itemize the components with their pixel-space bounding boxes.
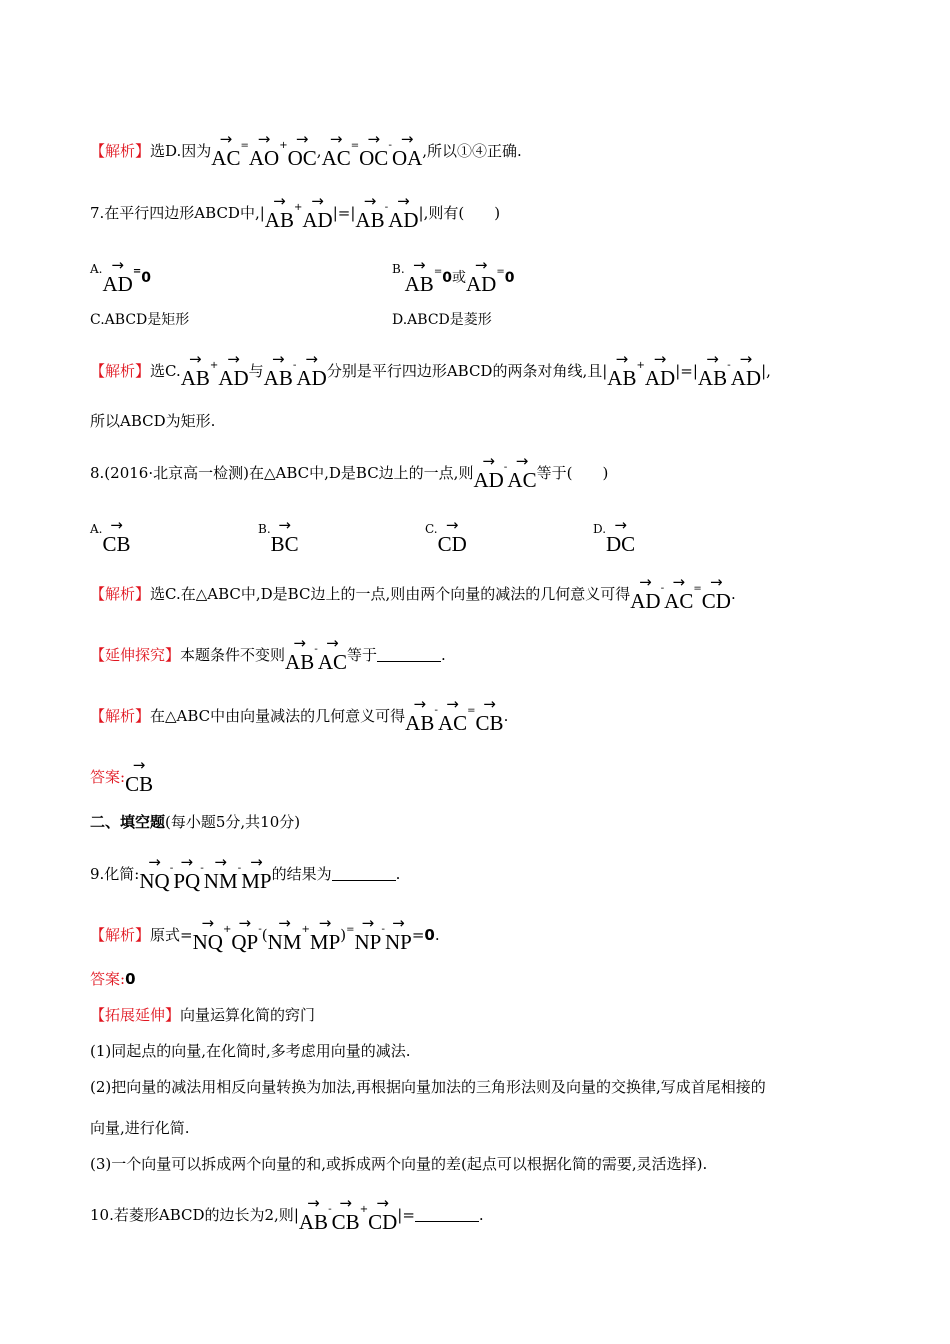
extension-solution	[90, 701, 508, 734]
analysis-tag: 【解析】	[90, 142, 151, 160]
vector: → AC	[664, 579, 693, 612]
operator: =	[467, 705, 476, 716]
vector: → CB	[125, 762, 153, 795]
text: 7.在平行四边形ABCD中,	[90, 204, 260, 222]
operator: -	[292, 360, 297, 371]
vector: → AD	[296, 356, 326, 389]
operator: .	[478, 1206, 484, 1224]
vector: → AC	[322, 136, 351, 169]
operator: -	[314, 644, 318, 655]
vector: → AB	[181, 356, 210, 389]
vector: → AC	[211, 136, 240, 169]
vector: → AD	[473, 458, 503, 491]
vector: → AB	[299, 1200, 328, 1233]
operator: =	[350, 140, 360, 151]
abs-bar: |	[332, 204, 338, 222]
zero-vector: 0	[424, 926, 435, 944]
operator: .	[395, 865, 401, 883]
vector: → CB	[476, 701, 504, 734]
abs-bar: |	[397, 1206, 403, 1224]
analysis-tag: 【解析】	[90, 362, 151, 380]
operator: -	[237, 863, 242, 874]
q7-option-c: C.ABCD是矩形	[90, 312, 190, 328]
operator: =	[132, 266, 142, 277]
abs-bar: |	[675, 362, 681, 380]
q9-answer	[90, 969, 136, 989]
operator: -	[503, 462, 508, 473]
vector: → OA	[392, 136, 422, 169]
q8-option-b	[258, 522, 299, 555]
option-label: A.	[90, 522, 103, 536]
operator: =	[693, 583, 702, 594]
q9-solution	[90, 920, 440, 953]
answer-label: 答案:	[90, 970, 126, 988]
vector: → OC	[288, 136, 317, 169]
section-note: (每小题5分,共10分)	[165, 813, 301, 831]
vector: → NM	[204, 859, 238, 892]
expand-tag: 【拓展延伸】	[90, 1006, 181, 1024]
q6-solution	[90, 136, 522, 169]
section-heading	[90, 812, 300, 832]
vector: → AB	[607, 356, 636, 389]
operator: -	[328, 1204, 332, 1215]
vector: → AD	[218, 356, 248, 389]
vector: → AC	[318, 640, 347, 673]
abs-bar: |	[259, 204, 265, 222]
expand-title: 向量运算化简的窍门	[180, 1006, 316, 1024]
vector: → CD	[702, 579, 731, 612]
text: 的结果为	[271, 865, 332, 883]
abs-bar: |	[293, 1206, 299, 1224]
abs-bar: |	[418, 204, 424, 222]
zero-vector: 0	[141, 270, 151, 286]
expand-heading	[90, 1005, 315, 1025]
vector: → AD	[731, 356, 761, 389]
text: 本题条件不变则	[180, 646, 286, 664]
operator: =	[240, 140, 249, 151]
vector: → AD	[302, 198, 332, 231]
q7-option-b	[392, 262, 514, 295]
vector: → AO	[249, 136, 279, 169]
q10-stem	[90, 1200, 484, 1233]
q8-option-a	[90, 522, 131, 555]
text: 选D.因为	[150, 142, 212, 160]
text: 10.若菱形ABCD的边长为2,则	[90, 1206, 294, 1224]
vector: → MP	[241, 859, 271, 892]
vector: → AD	[388, 198, 418, 231]
vector: → NP	[355, 920, 382, 953]
vector: → CB	[102, 522, 130, 555]
vector: → MP	[310, 920, 340, 953]
operator: =	[402, 1206, 415, 1224]
vector: → CB	[332, 1200, 360, 1233]
answer-value: 0	[125, 970, 136, 988]
text: 在△ABC中由向量减法的几何意义可得	[150, 707, 406, 725]
paren: (	[261, 926, 268, 944]
text: 等于( )	[536, 464, 609, 482]
q8-solution	[90, 579, 736, 612]
operator: .	[730, 585, 736, 603]
extension-question	[90, 640, 446, 673]
operator: -	[169, 863, 174, 874]
operator: =	[411, 926, 425, 944]
operator: -	[727, 360, 731, 371]
q8-option-c	[425, 522, 467, 555]
operator: +	[359, 1204, 369, 1215]
vector: → CD	[368, 1200, 397, 1233]
vector: → AB	[698, 356, 727, 389]
q7-solution	[90, 356, 771, 389]
expand-point-2: (2)把向量的减法用相反向量转换为加法,再根据向量加法的三角形法则及向量的交换律,写成首尾相接的	[90, 1078, 766, 1096]
operator: +	[301, 924, 310, 935]
option-label: B.	[392, 262, 405, 276]
vector: → AB	[355, 198, 384, 231]
zero-vector: 0	[504, 270, 515, 286]
operator: -	[660, 583, 665, 594]
q7-solution-line2: 所以ABCD为矩形.	[90, 412, 216, 430]
answer-blank[interactable]	[377, 647, 441, 662]
operator: ,	[766, 362, 771, 380]
operator: -	[258, 924, 262, 935]
abs-bar: |	[350, 204, 356, 222]
abs-bar: |	[761, 362, 767, 380]
vector: → AB	[405, 701, 434, 734]
vector: → AB	[285, 640, 314, 673]
operator: +	[293, 202, 303, 213]
operator: =	[496, 266, 505, 277]
text: 8.(2016·北京高一检测)在△ABC中,D是BC边上的一点,则	[90, 464, 474, 482]
text: 与	[248, 362, 264, 380]
operator: +	[222, 924, 232, 935]
text: 选C.	[150, 362, 181, 380]
expand-point-1: (1)同起点的向量,在化简时,多考虑用向量的减法.	[90, 1042, 411, 1060]
operator: -	[200, 863, 204, 874]
extension-answer	[90, 762, 153, 795]
q7-option-a	[90, 262, 151, 295]
text: 原式=	[150, 926, 193, 944]
vector: → BC	[271, 522, 299, 555]
option-label: D.	[593, 522, 607, 536]
vector: → AC	[507, 458, 536, 491]
analysis-tag: 【解析】	[90, 585, 151, 603]
q8-stem	[90, 458, 608, 491]
vector: → AB	[405, 262, 434, 295]
q7-option-d: D.ABCD是菱形	[392, 312, 492, 328]
operator: -	[384, 202, 389, 213]
section-title: 二、填空题	[90, 813, 166, 831]
q8-option-d	[593, 522, 635, 555]
operator: +	[636, 360, 645, 371]
operator: -	[434, 705, 438, 716]
paren: )	[340, 926, 347, 944]
option-label: C.	[425, 522, 438, 536]
zero-vector: 0	[442, 270, 452, 286]
vector: → NQ	[139, 859, 169, 892]
text: ,则有( )	[423, 204, 501, 222]
vector: → AB	[264, 356, 293, 389]
vector: → DC	[606, 522, 635, 555]
vector: → OC	[359, 136, 388, 169]
operator: =	[337, 204, 351, 222]
analysis-tag: 【解析】	[90, 707, 151, 725]
operator: .	[441, 646, 446, 664]
extension-tag: 【延伸探究】	[90, 646, 181, 664]
vector: → AC	[438, 701, 467, 734]
option-label: A.	[90, 262, 103, 276]
vector: → PQ	[173, 859, 200, 892]
answer-blank[interactable]	[415, 1207, 479, 1222]
operator: =	[346, 924, 355, 935]
analysis-tag: 【解析】	[90, 926, 151, 944]
text: 9.化简:	[90, 865, 140, 883]
operator: +	[209, 360, 219, 371]
operator: ,	[316, 142, 322, 160]
abs-bar: |	[602, 362, 608, 380]
text: 分别是平行四边形ABCD的两条对角线,且	[326, 362, 603, 380]
operator: =	[433, 266, 443, 277]
q9-stem	[90, 859, 400, 892]
text: 选C.在△ABC中,D是BC边上的一点,则由两个向量的减法的几何意义可得	[150, 585, 631, 603]
vector: → AD	[630, 579, 660, 612]
vector: → NM	[268, 920, 302, 953]
expand-point-2-cont: 向量,进行化简.	[90, 1119, 190, 1137]
operator: -	[381, 924, 385, 935]
answer-blank[interactable]	[332, 866, 396, 881]
vector: → NP	[385, 920, 412, 953]
vector: → QP	[231, 920, 258, 953]
vector: → AD	[645, 356, 675, 389]
vector: → AD	[466, 262, 496, 295]
operator: .	[434, 926, 440, 944]
vector: → NQ	[193, 920, 223, 953]
text: ,所以①④正确.	[422, 142, 522, 160]
expand-point-3: (3)一个向量可以拆成两个向量的和,或拆成两个向量的差(起点可以根据化简的需要,灵活选择).	[90, 1155, 708, 1173]
abs-bar: |	[692, 362, 698, 380]
vector: → AB	[265, 198, 294, 231]
operator: -	[388, 140, 392, 151]
text: 等于	[347, 646, 378, 664]
q7-stem	[90, 198, 500, 231]
operator: .	[503, 707, 509, 725]
answer-label: 答案:	[90, 768, 126, 786]
option-label: B.	[258, 522, 271, 536]
operator: +	[279, 140, 288, 151]
operator: =	[680, 362, 693, 380]
text: 或	[451, 270, 466, 286]
vector: → CD	[438, 522, 467, 555]
vector: → AD	[102, 262, 132, 295]
